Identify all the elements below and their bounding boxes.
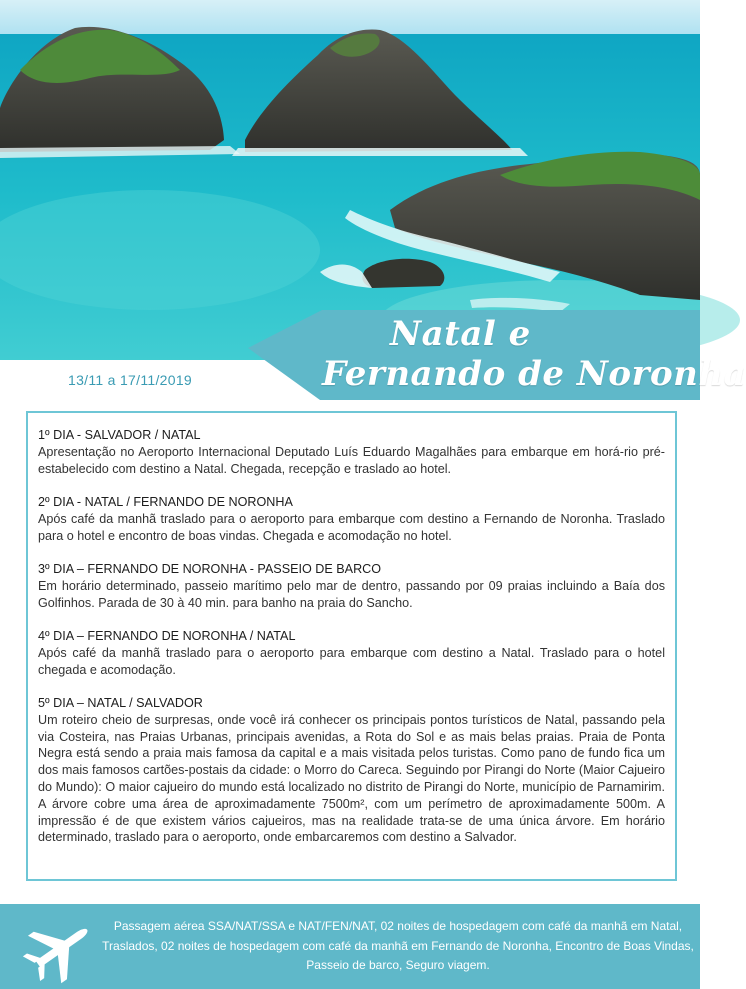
day-description: Após café da manhã traslado para o aeroporto para embarque com destino a Fernando de Noronha. Traslado para o hotel e encontro de boas vindas. Chegada e acomodação no hotel.: [38, 511, 665, 543]
island-photo-illustration: [0, 0, 700, 360]
page-title-line-2: Fernando de Noronha: [322, 354, 746, 394]
title-banner: [0, 310, 746, 400]
itinerary-day: [38, 494, 665, 544]
footer-banner: [0, 904, 700, 989]
inclusions-line: Passeio de barco, Seguro viagem.: [306, 958, 490, 972]
itinerary-day: [38, 695, 665, 846]
itinerary-day: [38, 561, 665, 611]
hero-photo: [0, 0, 700, 360]
itinerary-box: [26, 411, 677, 881]
itinerary-day: [38, 427, 665, 477]
day-title: 3º DIA – FERNANDO DE NORONHA - PASSEIO DE BARCO: [38, 561, 382, 576]
day-description: Um roteiro cheio de surpresas, onde você irá conhecer os principais pontos turísticos de Natal, passando pela via Costeira, nas Praias Urbanas, principais avenidas, a Rota do Sol e as mais belas praias. Praia de Ponta Negra está sendo a praia mais famosa da capital e a mais visitada pelos turistas. Como pano de fundo fica um dos mais famosos cartões-postais da cidade: o Morro do Careca. Seguindo por Pirangi do Norte (Maior Cajueiro do Mundo): O maior cajueiro do mundo está localizado no distrito de Pirangi do Norte, município de Parnamirim. A árvore cobre uma área de aproximadamente 7500m², com um perímetro de aproximadamente 500m. A impressão é de que existem vários cajueiros, mas na realidade trata-se de uma única árvore. Em horário determinado, traslado para o aeroporto, onde embarcaremos com destino a Salvador.: [38, 712, 665, 845]
inclusions-line: Traslados, 02 noites de hospedagem com café da manhã em Fernando de Noronha, Encontro de Boas Vindas,: [102, 938, 694, 953]
trip-dates: 13/11 a 17/11/2019: [68, 372, 192, 388]
page-title-line-1: Natal e: [390, 314, 531, 354]
day-title: 5º DIA – NATAL / SALVADOR: [38, 695, 203, 710]
itinerary-day: [38, 628, 665, 678]
day-title: 1º DIA - SALVADOR / NATAL: [38, 428, 201, 442]
day-title: 2º DIA - NATAL / FERNANDO DE NORONHA: [38, 494, 293, 509]
day-title: 4º DIA – FERNANDO DE NORONHA / NATAL: [38, 628, 296, 643]
package-inclusions: [100, 917, 696, 976]
day-description: Em horário determinado, passeio marítimo pelo mar de dentro, passando por 09 praias incluindo a Baía dos Golfinhos. Parada de 30 à 40 min. para banho na praia do Sancho.: [38, 578, 665, 610]
day-description: Apresentação no Aeroporto Internacional Deputado Luís Eduardo Magalhães para embarque em horá-rio pré-estabelecido com destino a Natal. Chegada, recepção e traslado ao hotel.: [38, 444, 665, 476]
inclusions-line: Passagem aérea SSA/NAT/SSA e NAT/FEN/NAT, 02 noites de hospedagem com café da manhã em Natal,: [113, 919, 683, 933]
day-description: Após café da manhã traslado para o aeroporto para embarque com destino a Natal. Traslado para o hotel chegada e acomodação.: [38, 645, 665, 677]
airplane-icon: [24, 916, 94, 978]
